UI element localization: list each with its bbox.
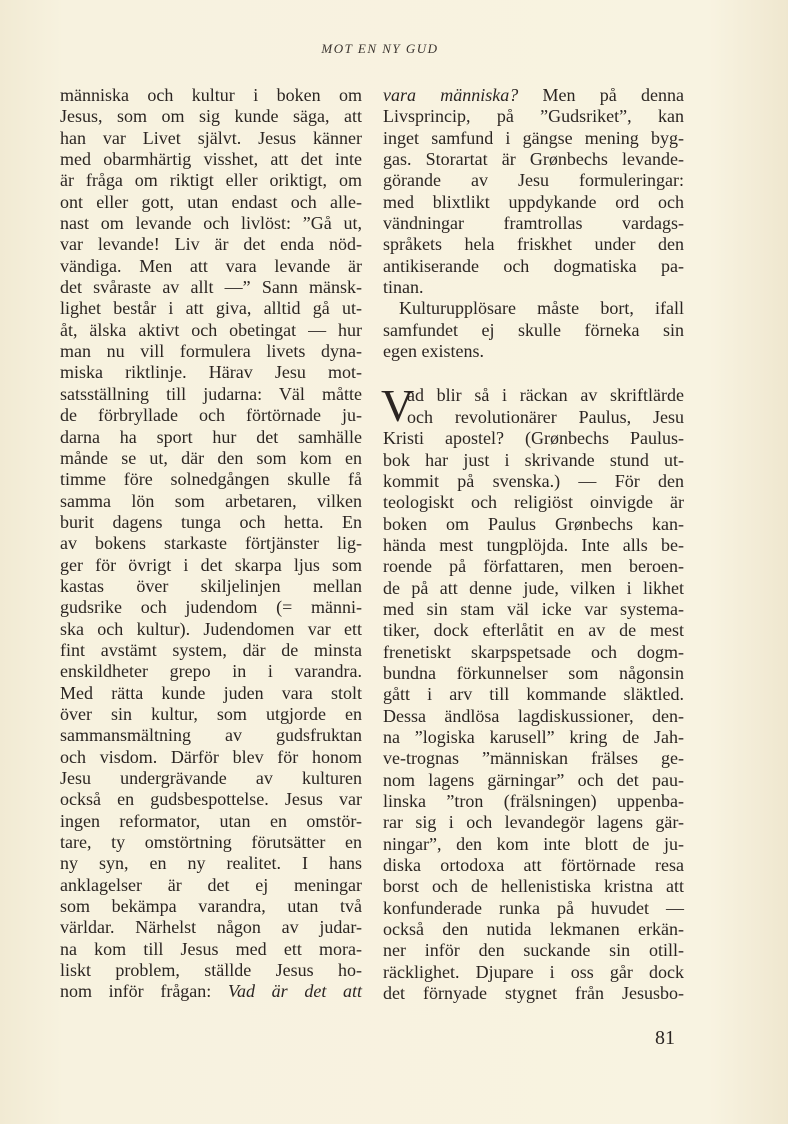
text-line bbox=[60, 683, 362, 704]
line-text: anklagelser är det ej meningar bbox=[60, 874, 362, 895]
line-text: egen existens. bbox=[383, 341, 484, 362]
text-line bbox=[383, 85, 684, 106]
text-line bbox=[383, 170, 684, 191]
text-line bbox=[383, 535, 684, 556]
text-line bbox=[60, 469, 362, 490]
line-text: tiker, dock efterlåtit en av de mest bbox=[383, 620, 684, 641]
text-line bbox=[383, 320, 684, 341]
text-line bbox=[383, 599, 684, 620]
text-line bbox=[60, 106, 362, 127]
text-line bbox=[60, 747, 362, 768]
line-text: ningar”, den kom inte blott de ju- bbox=[383, 833, 684, 854]
text-line bbox=[60, 917, 362, 938]
line-text: Livsprincip, på ”Gudsriket”, kan bbox=[383, 106, 684, 127]
line-text: som bekämpa varandra, utan två bbox=[60, 896, 362, 917]
line-text: av bokens starkaste förtjänster lig- bbox=[60, 533, 362, 554]
line-text: burit dagens tunga och hetta. En bbox=[60, 511, 362, 532]
text-line bbox=[60, 555, 362, 576]
text-line bbox=[383, 492, 684, 513]
text-line bbox=[383, 385, 684, 406]
text-line bbox=[60, 597, 362, 618]
line-text: ny syn, en ny realitet. I hans bbox=[60, 853, 362, 874]
text-line bbox=[60, 512, 362, 533]
text-line bbox=[60, 619, 362, 640]
line-text: inget samfund i gängse mening byg- bbox=[383, 127, 684, 148]
line-text: de förbryllade och förtörnade ju- bbox=[60, 405, 362, 426]
line-text: med obarmhärtig visshet, att det inte bbox=[60, 149, 362, 170]
text-line bbox=[383, 962, 684, 983]
text-line bbox=[60, 277, 362, 298]
line-text: frenetiskt skarpspetsade och dogm- bbox=[383, 641, 684, 662]
line-text: Jesus, som om sig kunde säga, att bbox=[60, 106, 362, 127]
line-text: timme före solnedgången skulle få bbox=[60, 469, 362, 490]
line-text: gått i arv till kommande släktled. bbox=[383, 684, 684, 705]
line-text: ont eller gott, utan endast och alle- bbox=[60, 191, 362, 212]
text-line bbox=[383, 876, 684, 897]
text-line bbox=[383, 898, 684, 919]
text-line bbox=[60, 789, 362, 810]
line-text: hända mest tungplöjda. Inte alls be- bbox=[383, 534, 684, 555]
line-text: Kristi apostel? (Grønbechs Paulus- bbox=[383, 428, 684, 449]
line-text: Med rätta kunde juden vara stolt bbox=[60, 682, 362, 703]
text-line bbox=[60, 832, 362, 853]
text-line bbox=[383, 450, 684, 471]
text-line bbox=[383, 128, 684, 149]
text-line bbox=[383, 578, 684, 599]
line-text: ner inför den suckande sin otill- bbox=[383, 940, 684, 961]
text-line bbox=[383, 748, 684, 769]
line-text: sammansmältning av gudsfruktan bbox=[60, 725, 362, 746]
line-text: miska riktlinje. Härav Jesu mot- bbox=[60, 362, 362, 383]
line-text: antikiserande och dogmatiska pa- bbox=[383, 255, 684, 276]
line-text: Jesu undergrävande av kulturen bbox=[60, 768, 362, 788]
text-line bbox=[60, 576, 362, 597]
line-text: språkets hela friskhet under den bbox=[383, 234, 684, 255]
text-line bbox=[60, 405, 362, 426]
text-line bbox=[60, 362, 362, 383]
line-text: nom inför frågan: bbox=[60, 981, 228, 1002]
text-line bbox=[60, 149, 362, 170]
text-line bbox=[383, 149, 684, 170]
line-text: rar sig i och levandegör lagens gär- bbox=[383, 812, 684, 833]
text-line bbox=[383, 855, 684, 876]
text-line bbox=[60, 960, 362, 981]
text-line bbox=[383, 213, 684, 234]
line-text: också den nutida lekmanen erkän- bbox=[383, 919, 684, 940]
line-text: nast om levande och livlöst: ”Gå ut, bbox=[60, 213, 362, 234]
text-line bbox=[60, 256, 362, 277]
text-line bbox=[60, 853, 362, 874]
line-text: och revolutionärer Paulus, Jesu bbox=[407, 406, 684, 427]
line-text: Men på denna bbox=[518, 85, 684, 105]
line-text: med sin stam väl icke var systema- bbox=[383, 598, 684, 619]
text-line bbox=[60, 704, 362, 725]
text-line bbox=[60, 341, 362, 362]
text-line bbox=[383, 706, 684, 727]
line-text: konfunderade runka på huvudet — bbox=[383, 897, 684, 918]
line-text: ger för övrigt i det skarpa ljus som bbox=[60, 554, 362, 575]
text-line bbox=[383, 770, 684, 791]
running-header: MOT EN NY GUD bbox=[321, 41, 439, 56]
line-text: ska och kultur). Judendomen var ett bbox=[60, 618, 362, 639]
text-line bbox=[60, 384, 362, 405]
text-line bbox=[383, 642, 684, 663]
line-text: gudsrike och judendom (= männi- bbox=[60, 597, 362, 618]
line-text: boken om Paulus Grønbechs kan- bbox=[383, 513, 684, 534]
line-text: na ”logiska karusell” kring de Jah- bbox=[383, 726, 684, 747]
line-text: är fråga om riktigt eller oriktigt, om bbox=[60, 170, 362, 191]
line-text: darna ha sport hur det samhälle bbox=[60, 426, 362, 447]
line-text: de på att denne jude, vilken i likhet bbox=[383, 577, 684, 598]
line-text: ve-trognas ”människan frälses ge- bbox=[383, 748, 684, 769]
italic-text: Vad är det att bbox=[227, 981, 362, 1002]
line-text: månde se ut, där den som kom en bbox=[60, 447, 362, 468]
line-text: fint avstämt system, där de minsta bbox=[60, 639, 362, 660]
italic-text: vara människa? bbox=[383, 85, 519, 105]
line-text: med blixtlikt uppdykande ord och bbox=[383, 191, 684, 212]
text-line bbox=[60, 213, 362, 234]
text-line bbox=[60, 661, 362, 682]
text-line bbox=[383, 940, 684, 961]
line-text: liskt problem, ställde Jesus ho- bbox=[60, 960, 362, 981]
line-text: görande av Jesu formuleringar: bbox=[383, 170, 684, 191]
text-line bbox=[60, 533, 362, 554]
line-text: och visdom. Därför blev för honom bbox=[60, 746, 362, 767]
text-line bbox=[383, 791, 684, 812]
text-line bbox=[60, 491, 362, 512]
text-line bbox=[60, 427, 362, 448]
text-line bbox=[60, 448, 362, 469]
line-text: ad blir så i räckan av skriftlärde bbox=[407, 385, 684, 406]
text-line bbox=[60, 234, 362, 255]
text-line bbox=[383, 663, 684, 684]
line-text: kommit på svenska.) — För den bbox=[383, 470, 684, 491]
text-line bbox=[383, 192, 684, 213]
text-line bbox=[383, 684, 684, 705]
line-text: satsställning till judarna: Väl måtte bbox=[60, 383, 362, 404]
line-text: diska ortodoxa att förtörnade resa bbox=[383, 855, 684, 876]
line-text: na kom till Jesus med ett mora- bbox=[60, 938, 362, 959]
text-line bbox=[383, 428, 684, 449]
line-text: vändiga. Men att vara levande är bbox=[60, 255, 362, 276]
line-text: han var Livet självt. Jesus känner bbox=[60, 127, 362, 148]
line-text: lighet består i att giva, alltid gå ut- bbox=[60, 298, 362, 319]
line-text: människa och kultur i boken om bbox=[60, 85, 362, 105]
line-text: åt, älska aktivt och obetingat — hur bbox=[60, 319, 362, 340]
text-line bbox=[383, 812, 684, 833]
text-line bbox=[60, 170, 362, 191]
text-line bbox=[383, 620, 684, 641]
text-line bbox=[383, 919, 684, 940]
line-text: det förnyade stygnet från Jesusbo- bbox=[383, 983, 684, 1004]
text-line bbox=[383, 556, 684, 577]
line-text: Dessa ändlösa lagdiskussioner, den- bbox=[383, 705, 684, 726]
text-line bbox=[383, 341, 684, 362]
line-text: samma lön som arbetaren, vilken bbox=[60, 490, 362, 511]
line-text: nom lagens gärningar” och det pau- bbox=[383, 769, 684, 790]
line-text: det svåraste av allt —” Sann mänsk- bbox=[60, 277, 362, 298]
text-line bbox=[383, 298, 684, 319]
text-line bbox=[383, 407, 684, 428]
text-line bbox=[383, 727, 684, 748]
line-text: kastas över skiljelinjen mellan bbox=[60, 575, 362, 596]
line-text: enskildheter grepo in i varandra. bbox=[60, 661, 362, 682]
line-text: Kulturupplösare måste bort, ifall bbox=[399, 298, 684, 319]
text-line bbox=[60, 320, 362, 341]
drop-cap: V bbox=[381, 380, 415, 432]
line-text: roende på författaren, men beroen- bbox=[383, 556, 684, 577]
line-text: ingen reformator, utan en omstör- bbox=[60, 810, 362, 831]
line-text: man nu vill formulera livets dyna- bbox=[60, 341, 362, 362]
section-paragraph bbox=[381, 380, 684, 1004]
line-text: vändningar framtrollas vardags- bbox=[383, 213, 684, 234]
text-line bbox=[60, 981, 362, 1002]
text-line bbox=[60, 768, 362, 789]
text-line bbox=[383, 106, 684, 127]
text-line bbox=[60, 85, 362, 106]
line-text: borst och de hellenistiska kristna att bbox=[383, 876, 684, 897]
line-text: tinan. bbox=[383, 277, 424, 298]
line-text: över sin kultur, som utgjorde en bbox=[60, 703, 362, 724]
line-text: också en gudsbespottelse. Jesus var bbox=[60, 789, 362, 810]
line-text: gas. Storartat är Grønbechs levande- bbox=[383, 149, 684, 170]
line-text: räcklighet. Djupare i oss går dock bbox=[383, 961, 684, 982]
text-line bbox=[383, 234, 684, 255]
text-line bbox=[60, 298, 362, 319]
text-line bbox=[60, 725, 362, 746]
line-text: bundna förkunnelser som någonsin bbox=[383, 662, 684, 683]
line-text: linska ”tron (frälsningen) uppenba- bbox=[383, 791, 684, 811]
right-column bbox=[383, 85, 684, 1004]
text-line bbox=[60, 939, 362, 960]
text-line bbox=[383, 277, 684, 298]
text-line bbox=[383, 834, 684, 855]
text-line bbox=[383, 471, 684, 492]
text-line bbox=[60, 192, 362, 213]
text-line bbox=[60, 640, 362, 661]
text-line bbox=[60, 811, 362, 832]
text-line bbox=[383, 514, 684, 535]
page-number: 81 bbox=[655, 1027, 675, 1049]
text-line bbox=[60, 875, 362, 896]
text-line bbox=[60, 896, 362, 917]
line-text: teologiskt och religiöst oinvigde är bbox=[383, 492, 684, 513]
text-line bbox=[383, 256, 684, 277]
left-column bbox=[60, 85, 362, 1003]
line-text: tare, ty omstörtning förutsätter en bbox=[60, 832, 362, 853]
line-text: bok har just i skrivande stund ut- bbox=[383, 449, 684, 470]
section-gap bbox=[383, 362, 684, 385]
line-text: var levande! Liv är det enda nöd- bbox=[60, 234, 362, 255]
line-text: samfundet ej skulle förneka sin bbox=[383, 319, 684, 340]
text-line bbox=[383, 983, 684, 1004]
text-line bbox=[60, 128, 362, 149]
line-text: världar. Närhelst någon av judar- bbox=[60, 917, 362, 938]
